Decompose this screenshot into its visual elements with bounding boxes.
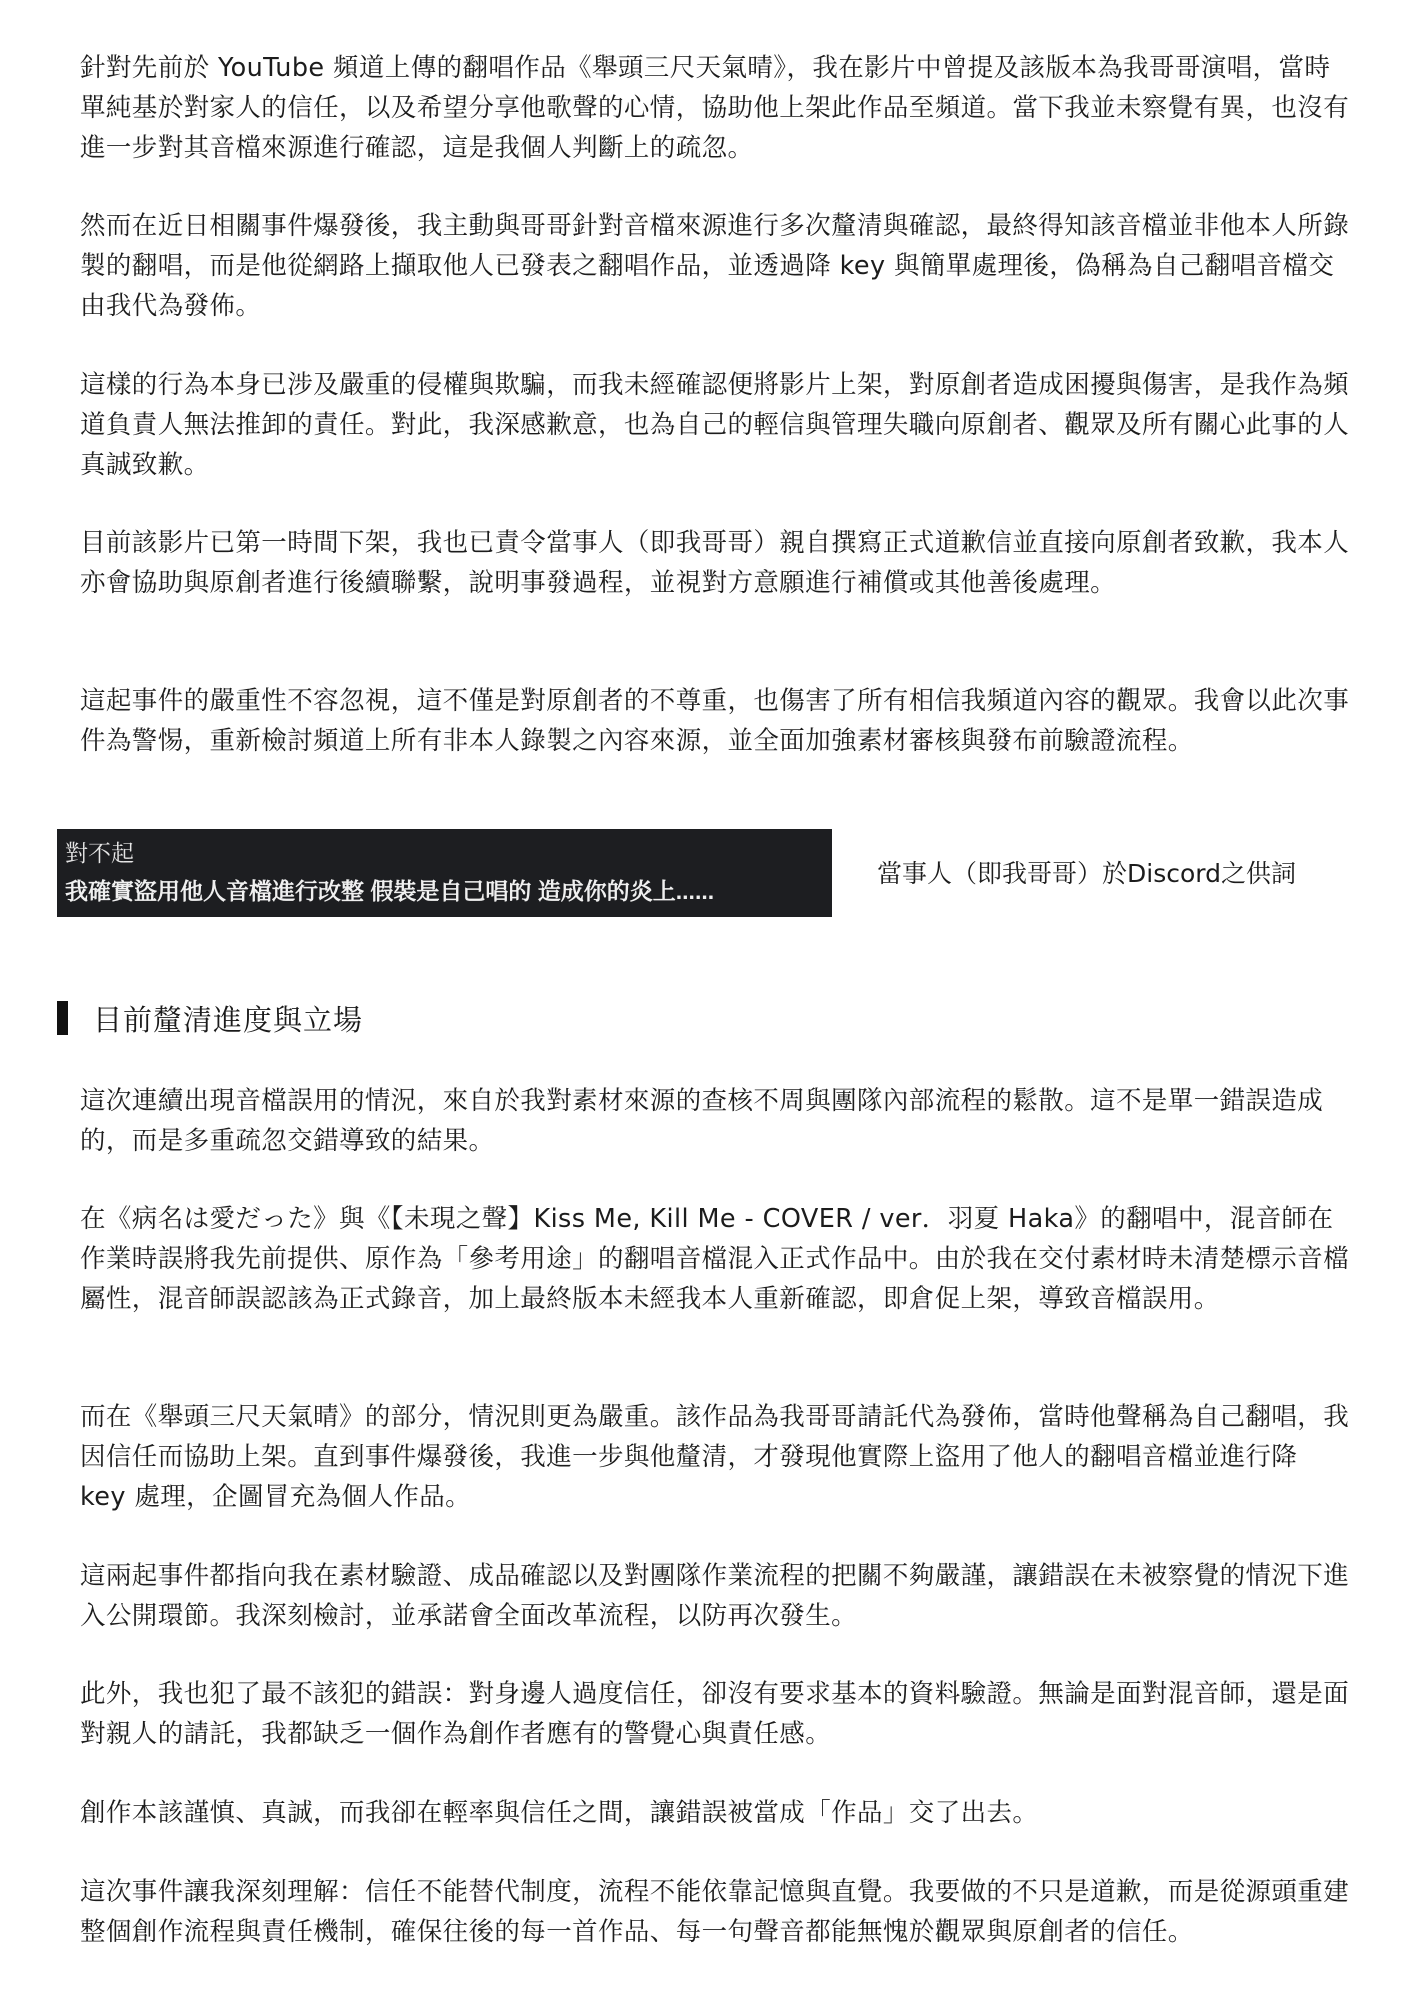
paragraph-creation-sincerity: 創作本該謹慎、真誠，而我卻在輕率與信任之間，讓錯誤被當成「作品」交了出去。 [80,1798,1039,1828]
paragraph-overtrust: 此外，我也犯了最不該犯的錯誤：對身邊人過度信任，卻沒有要求基本的資料驗證。無論是面對混音師，還是面對親人的請託，我都缺乏一個作為創作者應有的警覺心與責任感。 [80,1679,1350,1749]
paragraph-source-clarification: 然而在近日相關事件爆發後，我主動與哥哥針對音檔來源進行多次釐清與確認，最終得知該音檔並非他本人所錄製的翻唱，而是他從網路上擷取他人已發表之翻唱作品，並透過降 key 與簡單處理後，偽稱為自己翻唱音檔交由我代為發佈。 [80,211,1350,321]
heading-bar-marker [57,1001,68,1035]
paragraph-brother-case: 而在《舉頭三尺天氣晴》的部分，情況則更為嚴重。該作品為我哥哥請託代為發佈，當時他聲稱為自己翻唱，我因信任而協助上架。直到事件爆發後，我進一步與他釐清，才發現他實際上盜用了他人的翻唱音檔並進行降 key 處理，企圖冒充為個人作品。 [80,1402,1350,1512]
paragraph-youtube-cover: 針對先前於 YouTube 頻道上傳的翻唱作品《舉頭三尺天氣晴》，我在影片中曾提及該版本為我哥哥演唱，當時單純基於對家人的信任，以及希望分享他歌聲的心情，協助他上架此作品至頻道。當下我並未察覺有異，也沒有進一步對其音檔來源進行確認，這是我個人判斷上的疏忽。 [80,53,1350,163]
paragraph-process-review: 這兩起事件都指向我在素材驗證、成品確認以及對團隊作業流程的把關不夠嚴謹，讓錯誤在未被察覺的情況下進入公開環節。我深刻檢討，並承諾會全面改革流程，以防再次發生。 [80,1561,1350,1631]
paragraph-mixing-error: 在《病名は愛だった》與《【未現之聲】Kiss Me, Kill Me - COVER / ver．羽夏 Haka》的翻唱中，混音師在作業時誤將我先前提供、原作為「參考用途」的翻唱音檔混入正式作品中。由於我在交付素材時未清楚標示音檔屬性，混音師誤認該為正式錄音，加上最終版本未經我本人重新確認，即倉促上架，導致音檔誤用。 [80,1204,1350,1314]
paragraph-repeated-misuse: 這次連續出現音檔誤用的情況，來自於我對素材來源的查核不周與團隊內部流程的鬆散。這不是單一錯誤造成的，而是多重疏忽交錯導致的結果。 [80,1086,1324,1156]
paragraph-takedown: 目前該影片已第一時間下架，我也已責令當事人（即我哥哥）親自撰寫正式道歉信並直接向原創者致歉，我本人亦會協助與原創者進行後續聯繫，說明事發過程，並視對方意願進行補償或其他善後處理。 [80,528,1350,598]
confession-caption: 當事人（即我哥哥）於Discord之供詞 [877,859,1296,888]
section-heading-text: 目前釐清進度與立場 [93,1002,364,1037]
section-heading [57,996,363,1040]
paragraph-responsibility: 這樣的行為本身已涉及嚴重的侵權與欺騙，而我未經確認便將影片上架，對原創者造成困擾與傷害，是我作為頻道負責人無法推卸的責任。對此，我深感歉意，也為自己的輕信與管理失職向原創者、觀眾及所有關心此事的人真誠致歉。 [80,370,1350,480]
paragraph-trust-system: 這次事件讓我深刻理解：信任不能替代制度，流程不能依靠記憶與直覺。我要做的不只是道歉，而是從源頭重建整個創作流程與責任機制，確保往後的每一首作品、每一句聲音都能無愧於觀眾與原創者的信任。 [80,1877,1350,1947]
confession-line-apology: 對不起 [65,840,134,866]
paragraph-severity: 這起事件的嚴重性不容忽視，這不僅是對原創者的不尊重，也傷害了所有相信我頻道內容的觀眾。我會以此次事件為警惕，重新檢討頻道上所有非本人錄製之內容來源，並全面加強素材審核與發布前驗證流程。 [80,686,1350,756]
discord-confession-screenshot [57,829,832,917]
confession-line-admission: 我確實盜用他人音檔進行改整 假裝是自己唱的 造成你的炎上...... [65,878,715,904]
